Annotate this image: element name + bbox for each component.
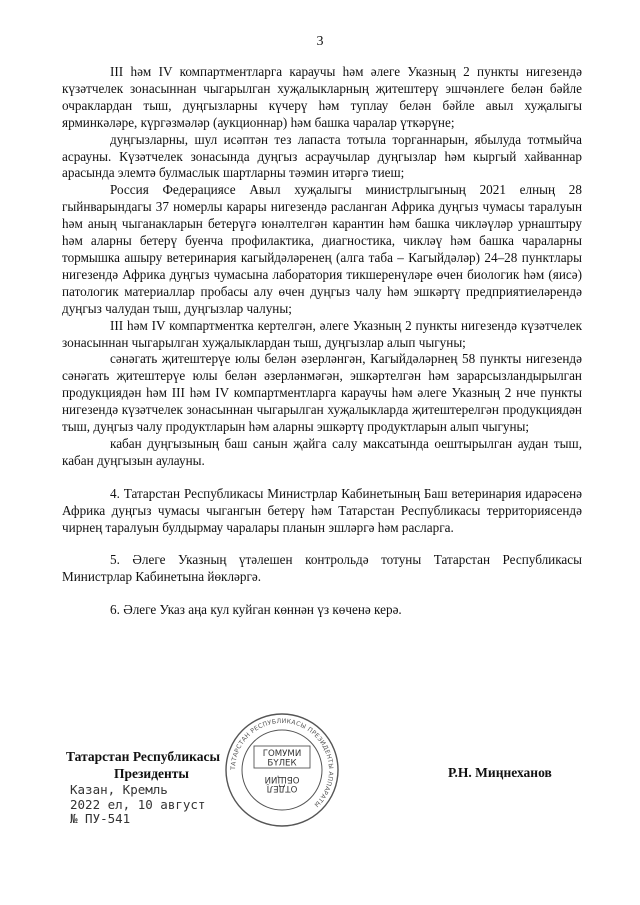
document-number: № ПУ-541 (70, 811, 131, 826)
signatory-title-line2: Президенты (114, 766, 189, 781)
page-number: 3 (316, 34, 324, 49)
official-stamp (224, 712, 340, 828)
paragraph: III һәм IV компартментларга караучы һәм әлеге Указның 2 пункты нигезендә күзәтчелек зонасыннан чыгарылган хуҗалыкларның җитештерү эшчәнлеге белән бәйле очраклардан тыш, дуңгызларны күчерү һәм туплау белән бәйле авыл хуҗалыгы ярминкәләре, күргәзмәләр (аукционнар) һәм башка чаралар үткәрүне; (62, 64, 582, 130)
stamp-ring-text: ТАТАРСТАН РЕСПУБЛИКАСЫ ПРЕЗИДЕНТЫ АППАРАТЫ (229, 717, 335, 809)
signatory-name: Р.Н. Миңнеханов (448, 765, 552, 780)
spacer (62, 536, 582, 552)
document-date: 2022 ел, 10 август (70, 796, 206, 812)
stamp-line2: БҮЛЕК (267, 758, 297, 769)
document-place: Казан, Кремль (70, 782, 168, 797)
spacer (62, 470, 582, 486)
spacer (62, 586, 582, 602)
document-body (62, 64, 582, 619)
stamp-line4: ОБЩИЙ (264, 774, 300, 784)
paragraph-item-5: 5. Әлеге Указның үтәлешен контрольдә тотуны Татарстан Республикасы Министрлар Кабинетына йөкләргә. (62, 552, 582, 585)
paragraph: III һәм IV компартментка кертелгән, әлеге Указның 2 пункты нигезендә күзәтчелек зонасыннан чыгарылган хуҗалыклардан тыш, дуңгызлар алып чыгуны; (62, 317, 582, 350)
paragraph-item-6: 6. Әлеге Указ аңа кул куйган көннән үз көченә керә. (110, 602, 402, 618)
signatory-title (66, 748, 220, 782)
stamp-line1: ГОМУМИ (262, 749, 302, 759)
paragraph: кабан дуңгызының баш санын җайга салу максатында оештырылган аудан тыш, кабан дуңгызын аулауны. (62, 435, 582, 468)
paragraph: Россия Федерациясе Авыл хуҗалыгы министрлыгының 2021 елның 28 гыйнварындагы 37 номерлы карары нигезендә расланган Африка дуңгыз чумасы таралуын һәм аның чыганакларын бетерүгә юнәлтелгән карантин һәм башка чикләүләр урнаштыру һәм аларны бетерү буенча профилактика, диагностика, чикләү һәм башка чараларны тормышка ашыру ветеринария кагыйдәләренең (алга таба – Кагыйдәләр) 24–28 пунктлары нигезендә Африка дуңгыз чумасына лаборатория тикшеренүләре өчен биологик һәм (яисә) патологик материаллар пробасы алу өчен дуңгыз чалу һәм эшкәртү предприятиеләрендә дуңгыз чалудан тыш, дуңгызлар чалуны; (62, 182, 582, 316)
document-meta (70, 783, 205, 827)
signatory-title-line1: Татарстан Республикасы (66, 749, 221, 764)
paragraph: дуңгызларны, шул исәптән тез лапаста тотыла торганнарын, ябылуда тотмыйча асрауны. Күзәтчелек зонасында дуңгыз асраучылар дуңгызлар һәм кыргый хайваннар арасында элемтә булмаслык шартларны тәэмин итәргә тиеш; (62, 131, 582, 181)
paragraph: сәнәгать җитештерүе юлы белән әзерләнгән, Кагыйдәләрнең 58 пункты нигезендә сәнәгать җитештерүе юлы белән әзерләнмәгән, эшкәртелгән һәм зарарсызландырылган продукциядән һәм III һәм IV компартментларга караучы һәм әлеге Указның 2 нче пункты нигезендә күзәтчелек зонасыннан чыгарылган хуҗалыкларда җитештерелгән продукциядән тыш, дуңгыз чалу продуктларын һәм аларны эшкәртү продуктларын алып чыгуны; (62, 351, 582, 435)
stamp-line3: ОТДЕЛ (266, 783, 298, 793)
paragraph-item-4: 4. Татарстан Республикасы Министрлар Кабинетының Баш ветеринария идарәсенә Африка дуңгыз чумасы чыгангын бетерү һәм Татарстан Республикасы территориясендә чирнең таралуын булдырмау чаралары планын эшләргә һәм расларга. (62, 485, 582, 535)
